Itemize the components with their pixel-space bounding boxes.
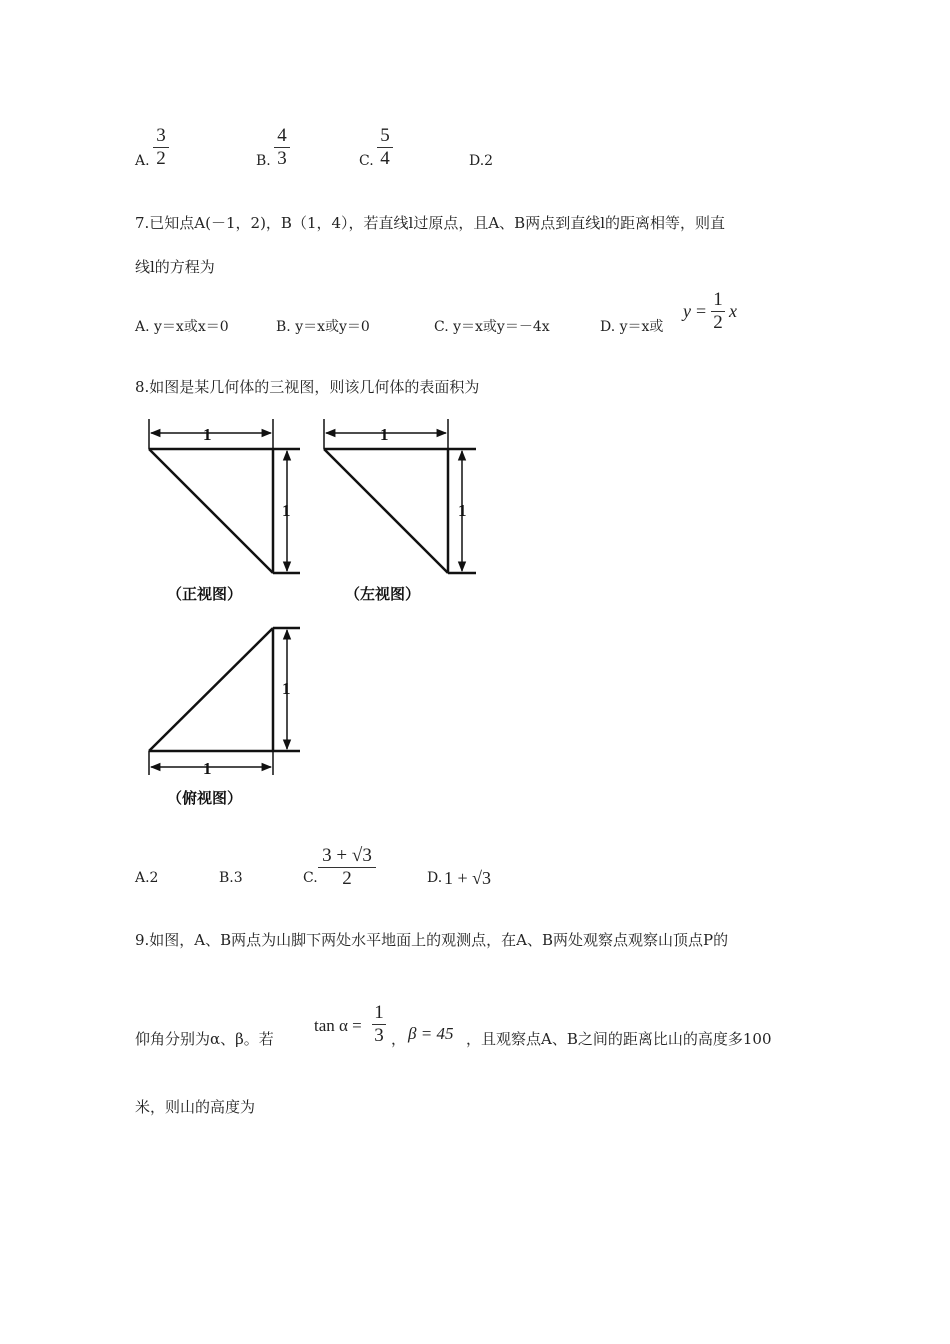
q6-option-c-den: 4 bbox=[380, 148, 390, 169]
q8-option-c-den: 2 bbox=[342, 868, 352, 889]
q9-stem-line1: 9.如图，A、B两点为山脚下两处水平地面上的观测点，在A、B两处观察点观察山顶点P的 bbox=[135, 931, 729, 949]
q7-stem-line2: 线l的方程为 bbox=[135, 258, 215, 276]
q6-option-c-label: C. bbox=[359, 153, 374, 169]
side-view bbox=[324, 419, 476, 573]
q7-option-d-x: x bbox=[729, 301, 737, 321]
q9-tan-fraction bbox=[372, 1003, 386, 1046]
q7-option-b: B. y＝x或y＝0 bbox=[276, 319, 370, 335]
q8-option-a: A.2 bbox=[135, 870, 159, 886]
q7-option-a: A. y＝x或x＝0 bbox=[135, 319, 229, 335]
q6-option-c-num: 5 bbox=[380, 125, 390, 146]
q7-option-d: D. y＝x或 bbox=[600, 319, 664, 335]
side-view-width-label: 1 bbox=[380, 425, 389, 444]
q9-line2-post: ，且观察点A、B之间的距离比山的高度多100 bbox=[466, 1030, 772, 1048]
top-view bbox=[149, 628, 300, 775]
front-view-caption: （正视图） bbox=[167, 587, 243, 603]
top-view-caption: （俯视图） bbox=[167, 791, 243, 807]
q9-tan-lhs: tan α = bbox=[314, 1016, 362, 1035]
q7-option-c: C. y＝x或y＝－4x bbox=[434, 319, 550, 335]
q6-option-b-label: B. bbox=[256, 153, 271, 169]
q8-stem: 8.如图是某几何体的三视图，则该几何体的表面积为 bbox=[135, 378, 480, 396]
top-view-width-label: 1 bbox=[203, 759, 212, 778]
q9-tan-num: 1 bbox=[374, 1002, 384, 1023]
front-view-height-label: 1 bbox=[282, 501, 291, 520]
q7-option-d-y: y bbox=[683, 301, 691, 321]
q6-option-a-label: A. bbox=[135, 153, 150, 169]
q9-line2-pre: 仰角分别为α、β。若 bbox=[135, 1030, 274, 1048]
side-view-caption: （左视图） bbox=[345, 587, 421, 603]
q6-option-a-den: 2 bbox=[156, 148, 166, 169]
q8-option-c-label: C. bbox=[303, 870, 318, 886]
q9-tan-den: 3 bbox=[374, 1025, 384, 1046]
side-view-height-label: 1 bbox=[458, 501, 467, 520]
q7-stem-line1: 7.已知点A(－1，2)，B（1，4），若直线l过原点，且A、B两点到直线l的距离相等，则直 bbox=[135, 214, 725, 232]
q6-option-a-num: 3 bbox=[156, 125, 166, 146]
q9-beta-expr: β = 45 bbox=[408, 1024, 454, 1043]
q9-stem-line3: 米，则山的高度为 bbox=[135, 1098, 256, 1116]
front-view bbox=[149, 419, 300, 573]
front-view-width-label: 1 bbox=[203, 425, 212, 444]
q7-option-d-den: 2 bbox=[713, 312, 723, 333]
q6-option-d: D.2 bbox=[469, 153, 494, 169]
q8-option-c-fraction bbox=[318, 846, 376, 889]
q7-option-d-num: 1 bbox=[713, 289, 723, 310]
q7-option-d-eq: = bbox=[696, 301, 707, 321]
q6-option-b-num: 4 bbox=[277, 125, 287, 146]
q6-option-b-den: 3 bbox=[277, 148, 287, 169]
q8-option-c-num: 3 + √3 bbox=[322, 845, 372, 866]
q8-option-d-expr: 1 + √3 bbox=[444, 868, 492, 888]
q9-line2-comma: ， bbox=[391, 1030, 407, 1048]
q8-option-d-label: D. bbox=[427, 870, 443, 886]
top-view-height-label: 1 bbox=[282, 679, 291, 698]
q8-option-b: B.3 bbox=[219, 870, 243, 886]
